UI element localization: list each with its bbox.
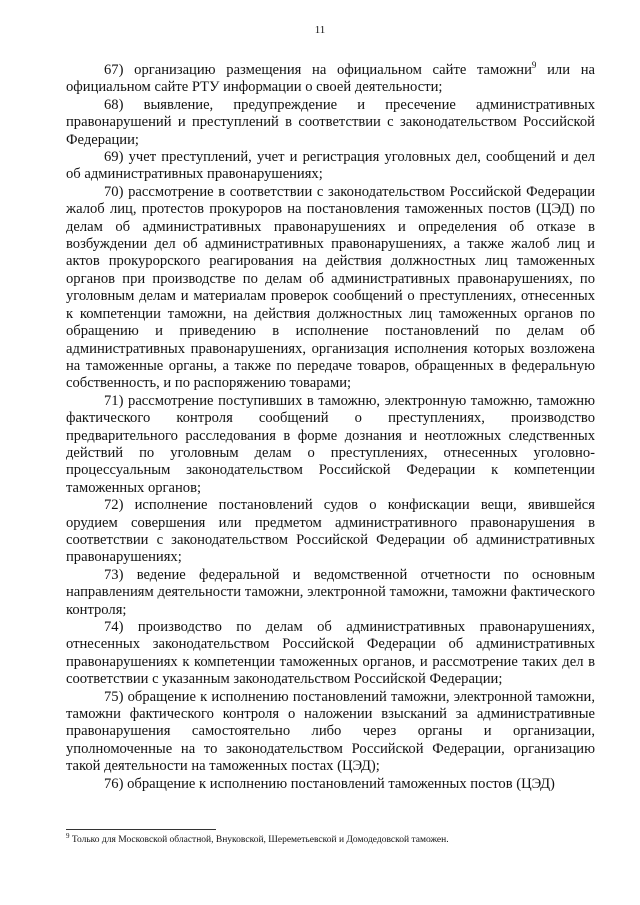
paragraph-67 [66, 62, 595, 97]
paragraph-72: 72) исполнение постановлений судов о конфискации вещи, явившейся орудием совершения или предметом административного правонарушения в соответствии с законодательством Российской Федерации об административных правонарушениях; [66, 497, 595, 566]
paragraph-69: 69) учет преступлений, учет и регистрация уголовных дел, сообщений и дел об административных правонарушениях; [66, 149, 595, 183]
footnote [66, 831, 595, 846]
paragraph-74: 74) производство по делам об административных правонарушениях, отнесенных законодательством Российской Федерации об административных правонарушениях к компетенции таможенных органов, и рассмотрение таких дел в соответствии с указанным законодательством Российской Федерации; [66, 619, 595, 688]
paragraph-67-text: 67) организацию размещения на официальном сайте таможни [104, 62, 532, 78]
page-number: 11 [314, 24, 326, 36]
paragraph-73: 73) ведение федеральной и ведомственной отчетности по основным направлениям деятельности таможни, электронной таможни, таможни фактического контроля; [66, 566, 595, 618]
paragraph-70: 70) рассмотрение в соответствии с законодательством Российской Федерации жалоб лиц, протестов прокуроров на постановления таможенных постов (ЦЭД) по делам об административных правонарушениях и определения об отказе в возбуждении дел об административных правонарушениях, а также жалоб лиц и актов прокурорского реагирования на действия должностных лиц таможенных органов при производстве по делам об административных правонарушениях, по уголовным делам и материалам проверок сообщений о преступлениях, отнесенных к компетенции таможни, на действия должностных лиц таможенных органов по обращению и приведению в исполнение постановлений по делам об административных правонарушениях, организация исполнения которых возложена на таможенные органы, а также по передаче товаров, обращенных в федеральную собственность, и по распоряжению товарами; [66, 183, 595, 392]
footnote-reference: 9 [531, 60, 537, 71]
document-body [66, 62, 595, 793]
footnote-number: 9 [66, 831, 70, 840]
paragraph-68: 68) выявление, предупреждение и пресечение административных правонарушений и преступлений в соответствии с законодательством Российской Федерации; [66, 96, 595, 148]
footnote-text: Только для Московской областной, Внуковской, Шереметьевской и Домодедовской таможен. [69, 835, 449, 845]
paragraph-76: 76) обращение к исполнению постановлений таможенных постов (ЦЭД) [104, 775, 555, 792]
paragraph-75: 75) обращение к исполнению постановлений таможни, электронной таможни, таможни фактического контроля о наложении взысканий за административные правонарушения самостоятельно либо через органы и организации, уполномоченные на то законодательством Российской Федерации, организацию такой деятельности на таможенных постах (ЦЭД); [66, 688, 595, 775]
footnote-divider [66, 829, 216, 830]
paragraph-67-tail: или на официальном сайте РТУ информации о своей деятельности; [66, 62, 595, 96]
paragraph-71: 71) рассмотрение поступивших в таможню, электронную таможню, таможню фактического контроля сообщений о преступлениях, производство предварительного расследования в форме дознания и неотложных следственных действий по уголовным делам о преступлениях, отнесенных уголовно-процессуальным законодательством Российской Федерации к компетенции таможенных органов; [66, 392, 595, 496]
